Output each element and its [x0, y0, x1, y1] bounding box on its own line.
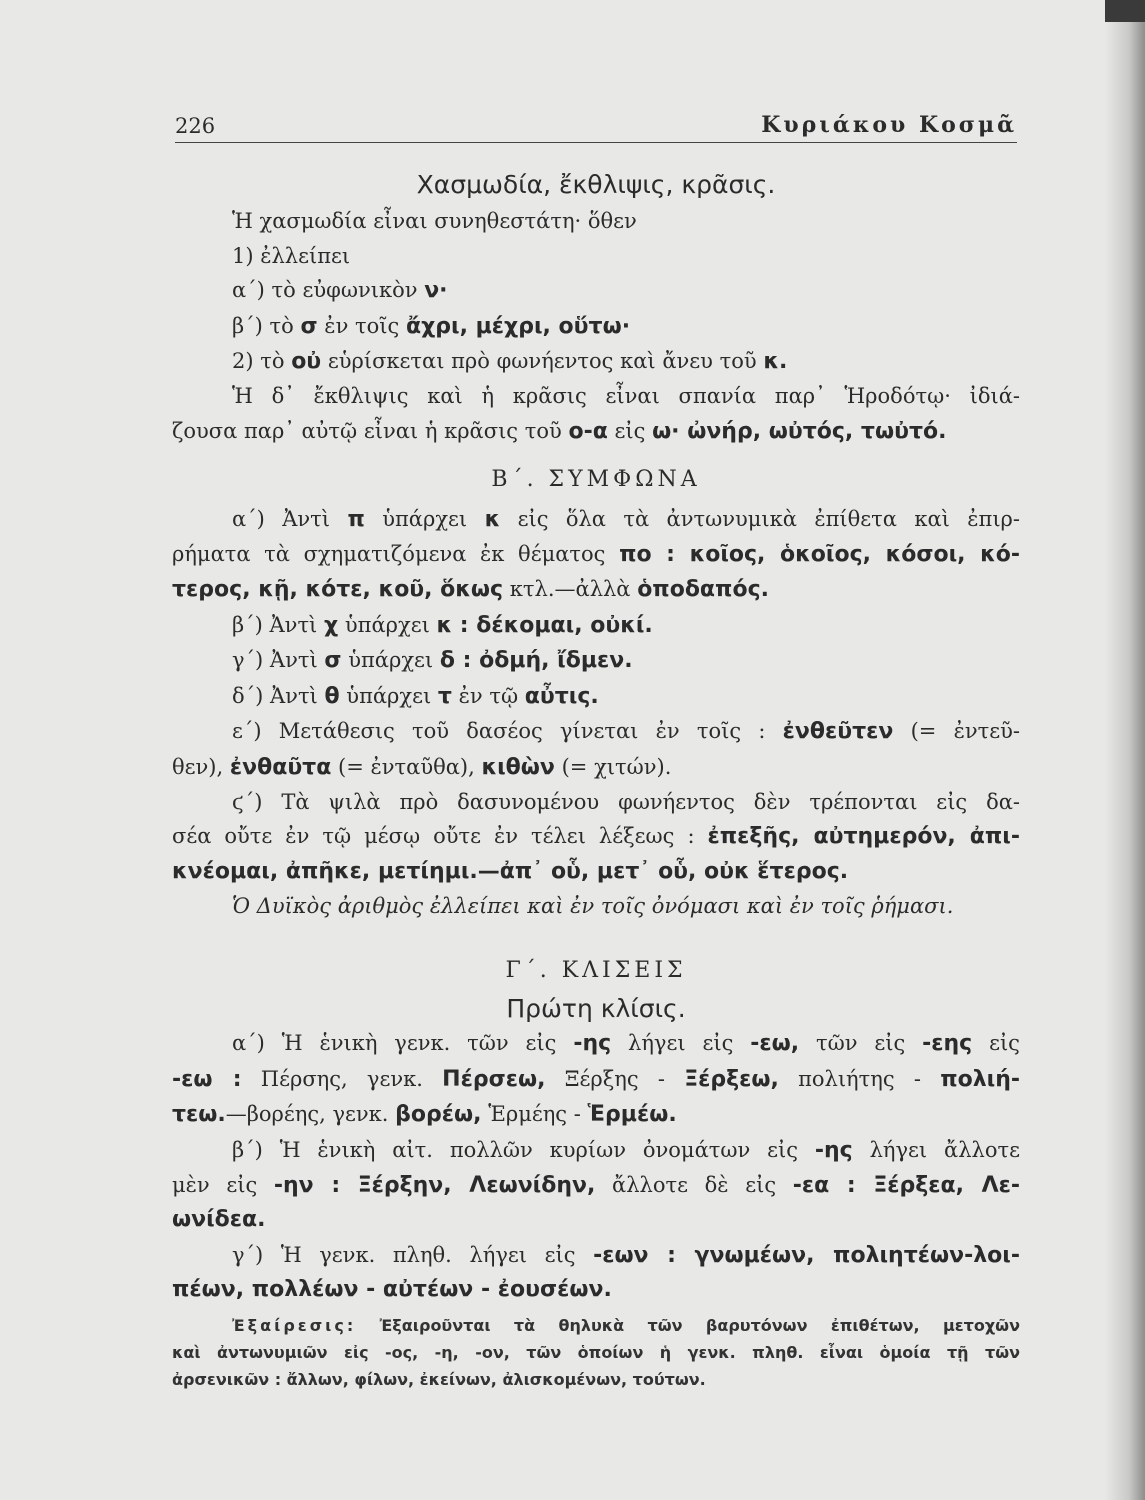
text-line: ζουσα παρ᾽ αὐτῷ εἶναι ἡ κρᾶσις τοῦ ο-α εἰς ω· ὠνήρ, ωὐτός, τωὐτό.: [172, 418, 947, 444]
page-number: 226: [175, 114, 216, 138]
exception-note: [172, 1312, 1020, 1393]
heading-first-declension: Πρώτη κλίσις.: [506, 993, 686, 1023]
text-line: α΄) Ἀντὶ π ὑπάρχει κ εἰς ὅλα τὰ ἀντωνυμικὰ ἐπίθετα καὶ ἐπιρ-: [232, 506, 1020, 532]
text-line: ϛ΄) Τὰ ψιλὰ πρὸ δασυνομένου φωνήεντος δὲν τρέπονται εἰς δα-: [232, 789, 1020, 814]
note-label: Ἐξαίρεσις:: [232, 1315, 357, 1335]
text-line: τεω.—βορέης, γενκ. βορέω, Ἑρμέης - Ἑρμέω.: [172, 1102, 677, 1128]
text-line: β΄) τὸ σ ἐν τοῖς ἄχρι, μέχρι, οὕτω·: [232, 313, 631, 339]
text-line: κνέομαι, ἀπῆκε, μετίημι.—ἀπ᾽ οὗ, μετ᾽ οὗ, οὐκ ἕτερος.: [172, 858, 849, 884]
section-title-declensions: Γ΄. ΚΛΙΣΕΙΣ: [505, 957, 687, 983]
text-line: Ἡ χασμωδία εἶναι συνηθεστάτη· ὅθεν: [232, 209, 637, 234]
text-line: Ἡ δ᾽ ἔκθλιψις καὶ ἡ κρᾶσις εἶναι σπανία παρ᾽ Ἡροδότῳ· ἰδιά-: [232, 384, 1020, 409]
text-line: τερος, κῇ, κότε, κοῦ, ὅκως κτλ.—ἀλλὰ ὁποδαπός.: [172, 577, 769, 603]
text-line-dual-number-note: Ὁ Δυϊκὸς ἀριθμὸς ἐλλείπει καὶ ἐν τοῖς ὀνόμασι καὶ ἐν τοῖς ῥήμασι.: [232, 894, 954, 919]
text-line: β΄) Ἡ ἑνικὴ αἰτ. πολλῶν κυρίων ὀνομάτων εἰς -ης λήγει ἄλλοτε: [232, 1137, 1020, 1163]
note-line: Ἐξαίρεσις: Ἐξαιροῦνται τὰ θηλυκὰ τῶν βαρυτόνων ἐπιθέτων, μετοχῶν: [232, 1315, 1020, 1335]
text-line: 2) τὸ οὐ εὑρίσκεται πρὸ φωνήεντος καὶ ἄνευ τοῦ κ.: [232, 349, 788, 375]
running-head: Κυριάκου Κοσμᾶ: [761, 112, 1017, 138]
heading-hiatus: Χασμωδία, ἔκθλιψις, κρᾶσις.: [416, 170, 776, 199]
text-line: α΄) τὸ εὐφωνικὸν ν·: [232, 278, 448, 304]
text-line: πέων, πολλέων - αὐτέων - ἐουσέων.: [172, 1277, 612, 1303]
page-body: [172, 168, 1020, 1393]
note-line: ἀρσενικῶν : ἄλλων, φίλων, ἐκείνων, ἀλισκομένων, τούτων.: [172, 1369, 706, 1389]
section-title-consonants: Β΄. ΣΥΜΦΩΝΑ: [491, 467, 701, 493]
text-line: δ΄) Ἀντὶ θ ὑπάρχει τ ἐν τῷ αὖτις.: [232, 683, 599, 709]
text-line: ωνίδεα.: [172, 1207, 266, 1233]
text-line: β΄) Ἀντὶ χ ὑπάρχει κ : δέκομαι, οὐκί.: [232, 612, 653, 638]
note-line: καὶ ἀντωνυμιῶν εἰς -ος, -η, -ον, τῶν ὁποίων ἡ γενκ. πληθ. εἶναι ὁμοία τῇ τῶν: [172, 1342, 1020, 1362]
text-line: γ΄) Ἀντὶ σ ὑπάρχει δ : ὀδμή, ἴδμεν.: [232, 648, 633, 674]
text-line: 1) ἐλλείπει: [232, 243, 351, 268]
text-line: ρήματα τὰ σχηματιζόμενα ἐκ θέματος πο : κοῖος, ὁκοῖος, κόσοι, κό-: [172, 542, 1020, 568]
text-line: σέα οὔτε ἐν τῷ μέσῳ οὔτε ἐν τέλει λέξεως : ἐπεξῆς, αὐτημερόν, ἀπι-: [172, 824, 1020, 850]
page-edge-shadow: [1105, 0, 1145, 1500]
text-line: -εω : Πέρσης, γενκ. Πέρσεω, Ξέρξης - Ξέρξεω, πολιήτης - πολιή-: [172, 1066, 1020, 1092]
text-line: θεν), ἐνθαῦτα (= ἐνταῦθα), κιθὼν (= χιτών).: [172, 754, 672, 780]
text-line: α΄) Ἡ ἑνικὴ γενκ. τῶν εἰς -ης λήγει εἰς -εω, τῶν εἰς -εης εἰς: [232, 1031, 1020, 1057]
text-line: ε΄) Μετάθεσις τοῦ δασέος γίνεται ἐν τοῖς : ἐνθεῦτεν (= ἐντεῦ-: [232, 719, 1020, 745]
page-edge-dark-corner: [1105, 0, 1145, 22]
text-line: μὲν εἰς -ην : Ξέρξην, Λεωνίδην, ἄλλοτε δὲ εἰς -εα : Ξέρξεα, Λε-: [172, 1172, 1020, 1198]
text-line: γ΄) Ἡ γενκ. πληθ. λήγει εἰς -εων : γνωμέων, πολιητέων-λοι-: [232, 1242, 1020, 1268]
page-header: [175, 112, 1017, 143]
spacer: [172, 924, 1020, 940]
